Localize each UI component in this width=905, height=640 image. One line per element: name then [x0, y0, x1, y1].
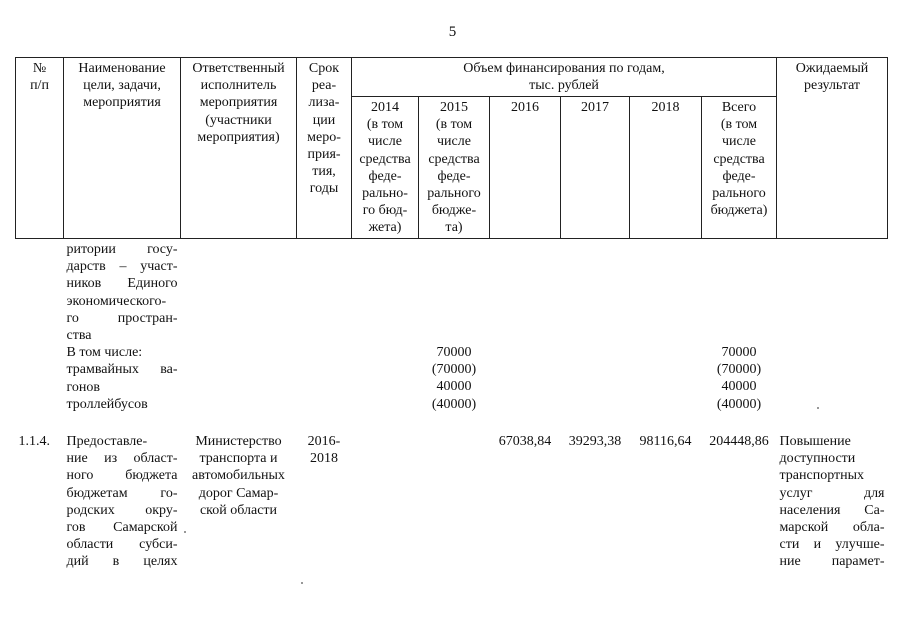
row-114-result: Повышение доступности транспортных услуг для населения Са- марской обла- сти и улучше- ние парамет- — [779, 434, 885, 570]
row-114-responsible: Министерство транспорта и автомобильных дорог Самар- ской области — [192, 434, 285, 518]
header-year-2017: 2017 — [561, 97, 630, 239]
header-year-2014: 2014 (в том числе средства феде- рально- го бюд- жета) — [352, 97, 419, 239]
scan-speck — [817, 407, 819, 409]
row-114-2018: 98116,64 — [639, 434, 692, 449]
header-year-2018: 2018 — [630, 97, 702, 239]
header-year-2015: 2015 (в том числе средства феде- рального бюдже- та) — [419, 97, 490, 239]
header-result: Ожидаемый результат — [777, 58, 888, 239]
row-114-num: 1.1.4. — [18, 434, 50, 449]
table-row-1-1-4 — [16, 433, 888, 573]
header-funding: Объем финансирования по годам, тыс. рублей — [352, 58, 777, 97]
header-row-top — [16, 58, 888, 97]
header-name: Наименование цели, задачи, мероприятия — [64, 58, 181, 239]
scan-speck — [184, 531, 186, 533]
row-114-2017: 39293,38 — [568, 434, 622, 449]
header-term: Срок реа- лиза- ции меро- прия- тия, годы — [297, 58, 352, 239]
row-114-total: 204448,86 — [709, 434, 769, 449]
row-114-name: Предоставле- ние из област- ного бюджета бюджетам го- родских окру- гов Самарской области субси- дий в целях — [66, 434, 178, 570]
scan-speck — [301, 582, 303, 584]
row-114-2016: 67038,84 — [498, 434, 552, 449]
table-row-continuation — [16, 239, 888, 434]
header-year-2016: 2016 — [490, 97, 561, 239]
page-number: 5 — [448, 24, 457, 40]
header-responsible: Ответственный исполнитель мероприятия (участники мероприятия) — [181, 58, 297, 239]
continuation-total: 70000 (70000) 40000 (40000) — [716, 345, 762, 412]
continuation-2015: 70000 (70000) 40000 (40000) — [431, 345, 477, 412]
header-total: Всего (в том числе средства феде- рального бюджета) — [702, 97, 777, 239]
header-num: № п/п — [16, 58, 64, 239]
continuation-name: ритории госу- дарств – участ- ников Единого экономического- го простран- ства В том числе: трамвайных ва- гонов троллейбусов — [66, 242, 178, 412]
budget-table — [15, 57, 888, 573]
row-114-term: 2016- 2018 — [307, 434, 341, 467]
